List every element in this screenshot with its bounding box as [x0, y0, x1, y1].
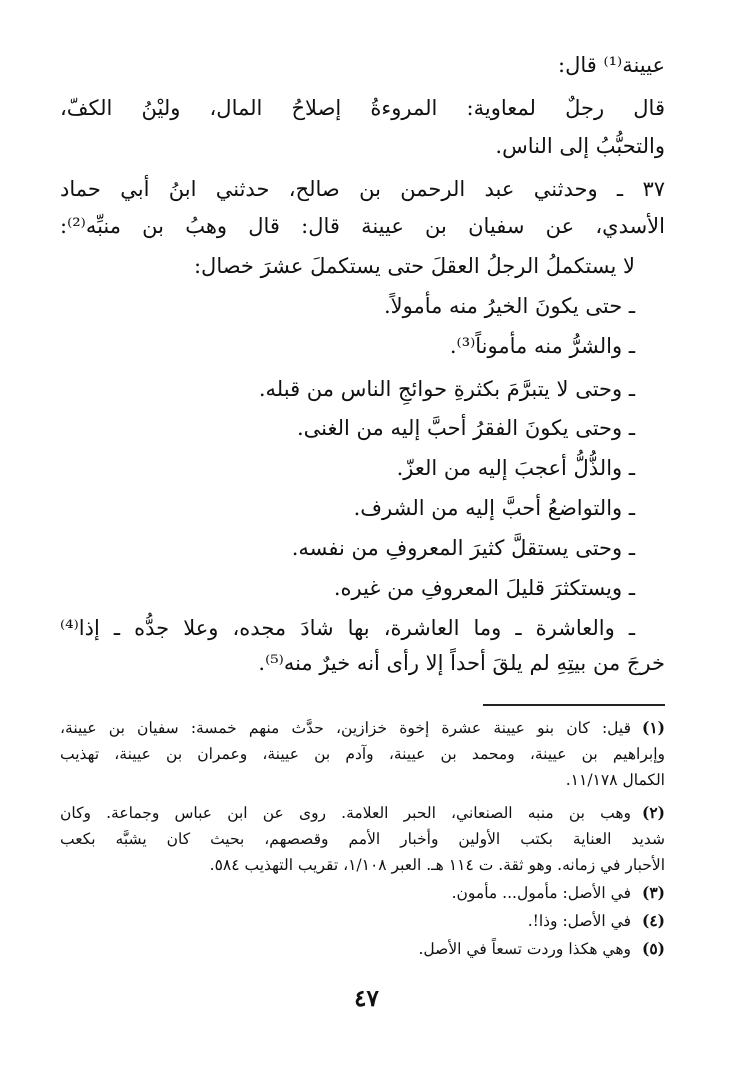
footnote-3-number: (٣) [641, 883, 665, 902]
footnote-3-text: في الأصل: مأمول... مأمون. [451, 884, 631, 902]
page-number: ٤٧ [354, 985, 379, 1012]
trait-7: ـ وحتى يستقلَّ كثيرَ المعروفِ من نفسه. [291, 536, 635, 560]
footnote-1-line-2: وإبراهيم بن عيينة، ومحمد بن عيينة، وآدم بن عيينة، وعمران بن عيينة، تهذيب [60, 745, 665, 763]
trait-2: ـ والشرُّ منه مأموناً⁽³⁾. [449, 334, 635, 358]
footnote-2-line-1: وهب بن منبه الصنعاني، الحبر العلامة. روى عن ابن عباس وجماعة. وكان [60, 804, 631, 822]
trait-10-line-1: ـ والعاشرة ـ وما العاشرة، بها شادَ مجده، وعلا جدُّه ـ إذا⁽⁴⁾ [60, 616, 635, 640]
footnote-1-number: (١) [641, 718, 665, 737]
body-line-1: عيينة⁽¹⁾ قال: [558, 53, 665, 77]
trait-10-line-2: خرجَ من بيتِهِ لم يلقَ أحداً إلا رأى أنه خيرٌ منه⁽⁵⁾. [258, 651, 665, 675]
footnote-1-line-1: قيل: كان بنو عيينة عشرة إخوة خزازين، حدَّث منهم خمسة: سفيان بن عيينة، [60, 719, 631, 737]
trait-3: ـ وحتى لا يتبرَّمَ بكثرةِ حوائجِ الناس من قبله. [258, 377, 635, 401]
trait-5: ـ والذُّلُّ أعجبَ إليه من العزّ. [396, 456, 635, 480]
hadith-37-line-2: الأسدي، عن سفيان بن عيينة قال: قال وهبُ بن منبِّه⁽²⁾: [60, 214, 665, 238]
footnote-5-text: وهي هكذا وردت تسعاً في الأصل. [418, 940, 631, 958]
footnote-4-number: (٤) [641, 911, 665, 930]
trait-6: ـ والتواضعُ أحبَّ إليه من الشرف. [353, 496, 635, 520]
footnote-divider [483, 704, 665, 706]
body-line-3: والتحبُّبُ إلى الناس. [495, 134, 665, 158]
footnote-2-line-2: شديد العناية بكتب الأولين وأخبار الأمم وقصصهم، بحيث كان يشبَّه بكعب [60, 830, 665, 848]
footnote-2-line-3: الأحبار في زمانه. وهو ثقة. ت ١١٤ هـ. العبر ١/١٠٨، تقريب التهذيب ٥٨٤. [209, 856, 665, 874]
hadith-37-line-1: ٣٧ ـ وحدثني عبد الرحمن بن صالح، حدثني ابنُ أبي حماد [60, 177, 665, 201]
footnote-2-number: (٢) [641, 803, 665, 822]
ten-traits-intro: لا يستكملُ الرجلُ العقلَ حتى يستكملَ عشرَ خصال: [193, 254, 635, 278]
footnote-4-text: في الأصل: وذا!. [527, 912, 631, 930]
trait-8: ـ ويستكثرَ قليلَ المعروفِ من غيره. [333, 576, 635, 600]
footnote-5-number: (٥) [641, 939, 665, 958]
trait-4: ـ وحتى يكونَ الفقرُ أحبَّ إليه من الغنى. [297, 416, 635, 440]
trait-1: ـ حتى يكونَ الخيرُ منه مأمولاً. [383, 294, 635, 318]
footnote-1-line-3: الكمال ١١/١٧٨. [565, 771, 665, 789]
body-line-2: قال رجلٌ لمعاوية: المروءةُ إصلاحُ المال، وليْنُ الكفّ، [60, 96, 665, 120]
